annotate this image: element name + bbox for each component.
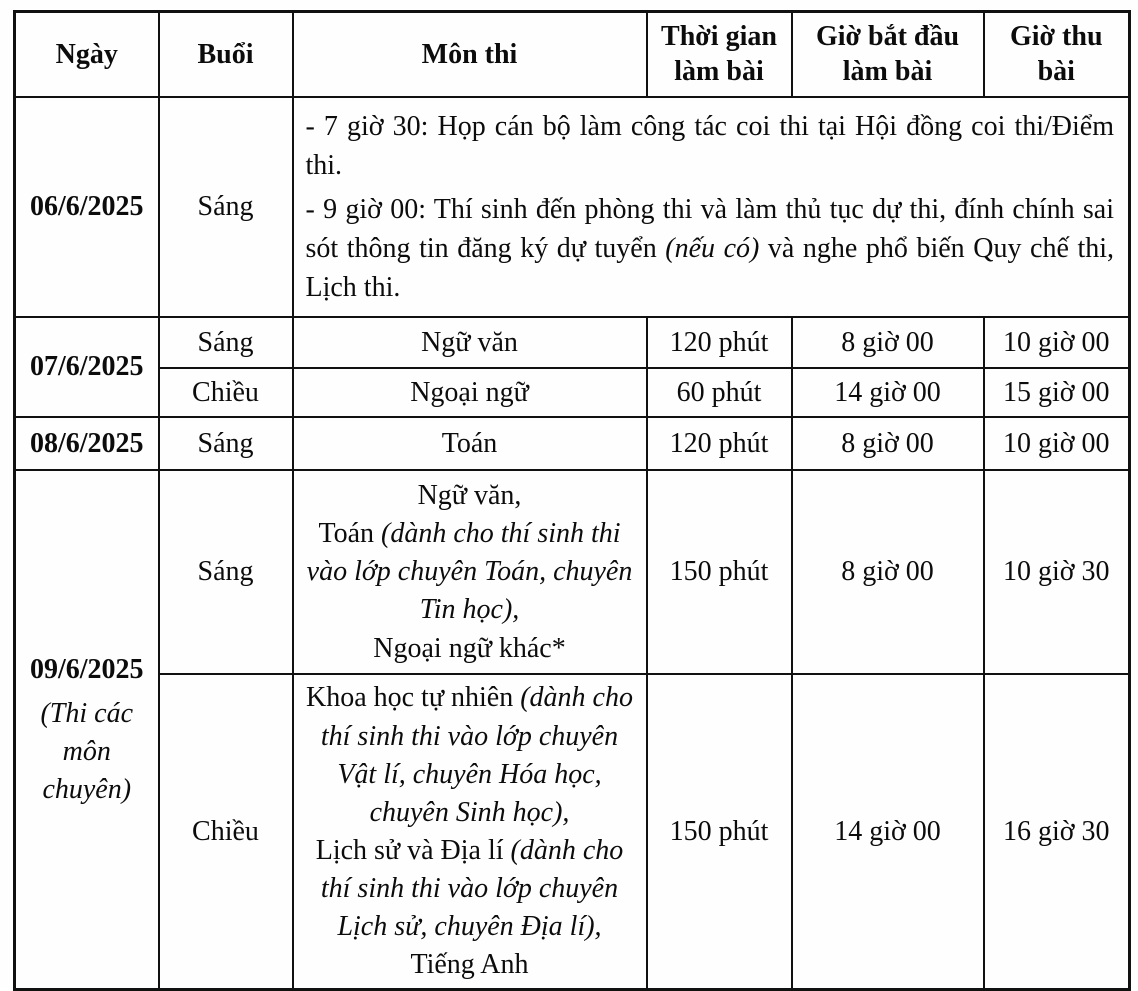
session-cell-day2-afternoon: Chiều [159, 368, 293, 417]
subject-line-3: Ngoại ngữ khác* [373, 632, 566, 664]
subject-line-2 [300, 515, 640, 629]
event-paragraph-2-note: (nếu có) [665, 233, 760, 265]
table-row-day2-afternoon [15, 368, 1130, 417]
date-cell-day4 [15, 470, 159, 989]
session-cell-day4-afternoon: Chiều [159, 674, 293, 989]
collect-cell-day2-morning: 10 giờ 00 [984, 317, 1130, 368]
duration-cell-day2-morning: 120 phút [647, 317, 792, 368]
subject-cell-day4-afternoon [293, 674, 647, 989]
header-collect-time: Giờ thu bài [984, 12, 1130, 97]
subject-cell-day3: Toán [293, 417, 647, 470]
exam-schedule-table [13, 10, 1131, 991]
subject-line-3: Tiếng Anh [410, 948, 529, 980]
header-date: Ngày [15, 12, 159, 97]
event-paragraph-2-tail: và nghe phổ biến Quy chế thi, Lịch thi. [305, 233, 1115, 304]
table-row-day4-afternoon [15, 674, 1130, 989]
header-start-time: Giờ bắt đầu làm bài [792, 12, 984, 97]
subject-note: (dành cho thí sinh thi vào lớp chuyên Toán, chuyên Tin học), [306, 518, 633, 626]
event-cell-day1 [293, 97, 1130, 318]
duration-cell-day4-afternoon: 150 phút [647, 674, 792, 989]
header-session: Buổi [159, 12, 293, 97]
start-cell-day4-afternoon: 14 giờ 00 [792, 674, 984, 989]
table-row-day2-morning [15, 317, 1130, 368]
start-cell-day3: 8 giờ 00 [792, 417, 984, 470]
start-cell-day2-morning: 8 giờ 00 [792, 317, 984, 368]
header-duration: Thời gian làm bài [647, 12, 792, 97]
duration-cell-day3: 120 phút [647, 417, 792, 470]
session-cell-day1: Sáng [159, 97, 293, 318]
subject-name: Khoa học tự nhiên [305, 682, 521, 714]
subject-cell-day2-afternoon: Ngoại ngữ [293, 368, 647, 417]
table-row-day1 [15, 97, 1130, 318]
subject-line-1 [300, 679, 640, 831]
date-note-day4: (Thi các môn chuyên) [40, 698, 134, 805]
date-text-day4: 09/6/2025 [29, 654, 144, 686]
subject-cell-day4-morning [293, 470, 647, 674]
duration-cell-day4-morning: 150 phút [647, 470, 792, 674]
subject-line-2 [300, 832, 640, 946]
subject-line-1: Ngữ văn, [417, 480, 522, 512]
table-row-day4-morning [15, 470, 1130, 674]
start-cell-day4-morning: 8 giờ 00 [792, 470, 984, 674]
start-cell-day2-afternoon: 14 giờ 00 [792, 368, 984, 417]
collect-cell-day2-afternoon: 15 giờ 00 [984, 368, 1130, 417]
table-row-day3 [15, 417, 1130, 470]
subject-note: (dành cho thí sinh thi vào lớp chuyên Vật lí, chuyên Hóa học, chuyên Sinh học), [320, 682, 633, 828]
subject-name: Toán [318, 518, 382, 550]
event-paragraph-2-text: - 9 giờ 00: Thí sinh đến phòng thi và làm thủ tục dự thi, đính chính sai sót thông tin đăng ký dự tuyển [305, 193, 1114, 265]
date-cell-day1: 06/6/2025 [15, 97, 159, 318]
session-cell-day2-morning: Sáng [159, 317, 293, 368]
session-cell-day4-morning: Sáng [159, 470, 293, 674]
date-cell-day3: 08/6/2025 [15, 417, 159, 470]
header-row [15, 12, 1130, 97]
collect-cell-day4-morning: 10 giờ 30 [984, 470, 1130, 674]
event-paragraph-1: - 7 giờ 30: Họp cán bộ làm công tác coi thi tại Hội đồng coi thi/Điểm thi. [305, 110, 1114, 181]
collect-cell-day3: 10 giờ 00 [984, 417, 1130, 470]
collect-cell-day4-afternoon: 16 giờ 30 [984, 674, 1130, 989]
date-cell-day2: 07/6/2025 [15, 317, 159, 417]
subject-name: Lịch sử và Địa lí [315, 834, 511, 866]
session-cell-day3: Sáng [159, 417, 293, 470]
header-subject: Môn thi [293, 12, 647, 97]
subject-note: (dành cho thí sinh thi vào lớp chuyên Lịch sử, chuyên Địa lí), [320, 834, 624, 942]
duration-cell-day2-afternoon: 60 phút [647, 368, 792, 417]
subject-cell-day2-morning: Ngữ văn [293, 317, 647, 368]
event-paragraph-2 [306, 190, 1115, 308]
